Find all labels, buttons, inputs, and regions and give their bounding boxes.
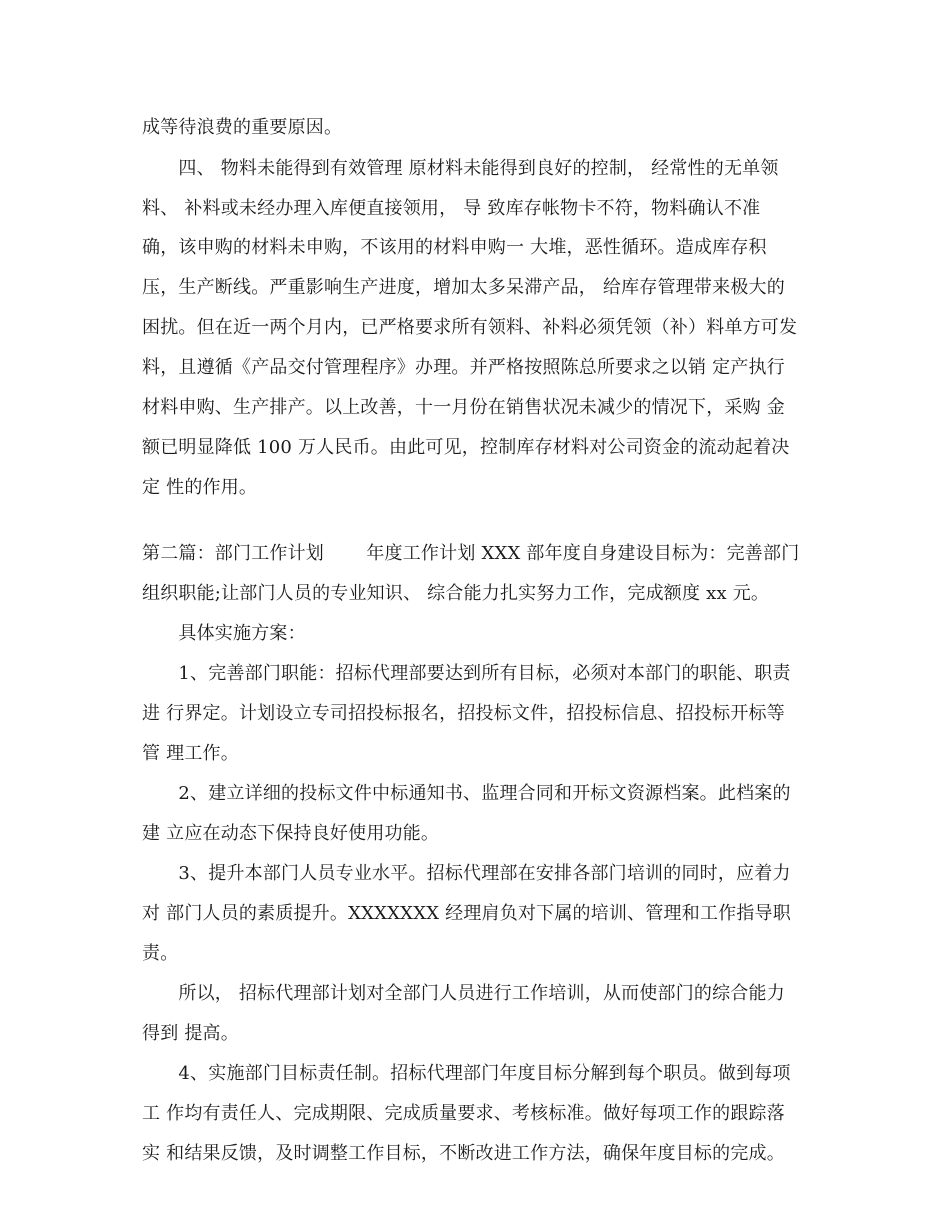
section-heading-line: 第二篇：部门工作计划 年度工作计划 XXX 部年度自身建设目标为：完善部门 xyxy=(142,543,800,564)
text-line: 组织职能;让部门人员的专业知识、 综合能力扎实努力工作，完成额度 xx 元。 xyxy=(142,583,770,604)
text-line: 进 行界定。计划设立专司招投标报名，招投标文件，招投标信息、招投标开标等 xyxy=(142,703,785,724)
text-line: 责。 xyxy=(142,943,179,964)
text-line: 管 理工作。 xyxy=(142,743,239,764)
text-line: 工 作均有责任人、完成期限、完成质量要求、考核标准。做好每项工作的跟踪落 xyxy=(142,1103,785,1124)
text-line: 成等待浪费的重要原因。 xyxy=(142,117,343,138)
text-line: 材料申购、生产排产。以上改善，十一月份在销售状况未减少的情况下，采购 金 xyxy=(142,397,785,418)
text-line: 1、完善部门职能：招标代理部要达到所有目标，必须对本部门的职能、职责 xyxy=(142,663,791,684)
text-line: 额已明显降低 100 万人民币。由此可见，控制库存材料对公司资金的流动起着决 xyxy=(142,437,790,458)
text-line: 压，生产断线。严重影响生产进度，增加太多呆滞产品， 给库存管理带来极大的 xyxy=(142,277,785,298)
text-line: 料、 补料或未经办理入库便直接领用， 导 致库存帐物卡不符，物料确认不准 xyxy=(142,198,761,219)
text-line: 具体实施方案： xyxy=(142,623,306,644)
text-line: 对 部门人员的素质提升。XXXXXXX 经理肩负对下属的培训、管理和工作指导职 xyxy=(142,903,791,924)
text-line: 料，且遵循《产品交付管理程序》办理。并严格按照陈总所要求之以销 定产执行 xyxy=(142,357,785,378)
text-line: 所以， 招标代理部计划对全部门人员进行工作培训，从而使部门的综合能力 xyxy=(142,983,785,1004)
text-line: 定 性的作用。 xyxy=(142,477,258,498)
text-line: 3、提升本部门人员专业水平。招标代理部在安排各部门培训的同时，应着力 xyxy=(142,863,791,884)
text-line: 困扰。但在近一两个月内，已严格要求所有领料、补料必须凭领（补）料单方可发 xyxy=(142,317,798,338)
text-line: 实 和结果反馈，及时调整工作目标，不断改进工作方法，确保年度目标的完成。 xyxy=(142,1143,785,1164)
text-line: 2、建立详细的投标文件中标通知书、监理合同和开标文资源档案。此档案的 xyxy=(142,783,791,804)
text-line: 4、实施部门目标责任制。招标代理部门年度目标分解到每个职员。做到每项 xyxy=(142,1063,791,1084)
text-line: 四、 物料未能得到有效管理 原材料未能得到良好的控制， 经常性的无单领 xyxy=(142,158,779,179)
text-line: 确，该申购的材料未申购，不该用的材料申购一 大堆，恶性循环。造成库存积 xyxy=(142,237,767,258)
text-line: 得到 提高。 xyxy=(142,1023,239,1044)
text-line: 建 立应在动态下保持良好使用功能。 xyxy=(142,823,440,844)
